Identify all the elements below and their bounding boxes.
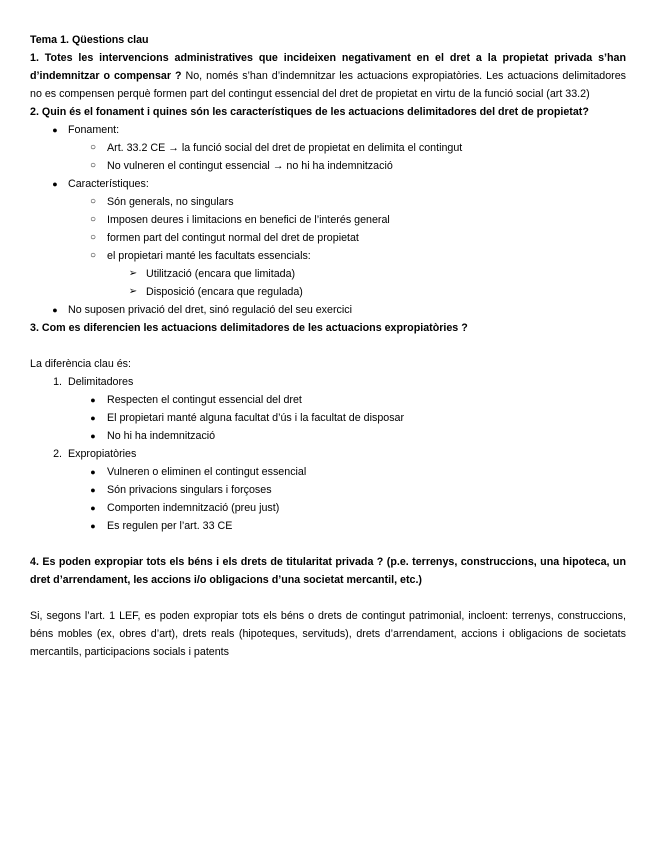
bullet-marker: ● bbox=[90, 485, 96, 495]
bullet-marker: ● bbox=[90, 395, 96, 405]
arrow-marker: ➢ bbox=[128, 286, 138, 297]
list-item: ○ Imposen deures i limitacions en benefici de l’interés general bbox=[30, 211, 626, 229]
list-item: ○ el propietari manté les facultats essencials: bbox=[30, 247, 626, 265]
question-1-heading: 1. Totes les intervencions administratives que incideixen negativament en el dret a la propietat privada s’han d’indemnitzar o compensar ? bbox=[30, 52, 626, 82]
bullet-marker: ● bbox=[52, 179, 58, 189]
question-2-heading: 2. Quin és el fonament i quines són les característiques de les actuacions delimitadores del dret de propietat? bbox=[30, 106, 589, 118]
spacer bbox=[30, 337, 626, 355]
circle-marker: ○ bbox=[89, 160, 97, 171]
list-item: ● Respecten el contingut essencial del dret bbox=[30, 391, 626, 409]
list-item: ● No suposen privació del dret, sinó regulació del seu exercici bbox=[30, 301, 626, 319]
arrow-marker: ➢ bbox=[128, 268, 138, 279]
bullet-marker: ● bbox=[90, 467, 96, 477]
bullet-marker: ● bbox=[90, 503, 96, 513]
circle-marker: ○ bbox=[89, 142, 97, 153]
list-item-fonament: ● Fonament: bbox=[30, 121, 626, 139]
question-3-heading: 3. Com es diferencien les actuacions delimitadores de les actuacions expropiatòries ? bbox=[30, 322, 468, 334]
bullet-marker: ● bbox=[90, 521, 96, 531]
number-marker: 1. bbox=[53, 376, 62, 388]
circle-marker: ○ bbox=[89, 232, 97, 243]
bullet-marker: ● bbox=[90, 413, 96, 423]
number-marker: 2. bbox=[53, 448, 62, 460]
list-item: ● No hi ha indemnització bbox=[30, 427, 626, 445]
question-1-answer: No, només s’han d’indemnitzar les actuacions expropiatòries. Les actuacions delimitadores no es compensen perquè formen part del contingut essencial del dret de propietat en virtu de la funció social (art 33.2) bbox=[30, 70, 626, 100]
spacer bbox=[30, 589, 626, 607]
list-item: ● El propietari manté alguna facultat d’ús i la facultat de disposar bbox=[30, 409, 626, 427]
list-item: ● Vulneren o eliminen el contingut essencial bbox=[30, 463, 626, 481]
list-item: ● Comporten indemnització (preu just) bbox=[30, 499, 626, 517]
list-item-caracteristiques: ● Característiques: bbox=[30, 175, 626, 193]
circle-marker: ○ bbox=[89, 250, 97, 261]
spacer bbox=[30, 535, 626, 553]
bullet-marker: ● bbox=[52, 305, 58, 315]
bullet-marker: ● bbox=[52, 125, 58, 135]
numbered-item-delimitadores: 1. Delimitadores bbox=[30, 373, 626, 391]
question-4-answer: Si, segons l’art. 1 LEF, es poden expropiar tots els béns o drets de contingut patrimonial, incloent: terrenys, construccions, béns mobles (ex, obres d’art), drets reals (hipoteques, servituds), drets d’arrendament, accions i obligacions de societats mercantils, participacions socials i patents bbox=[30, 610, 626, 658]
question-4-heading: 4. Es poden expropiar tots els béns i els drets de titularitat privada ? (p.e. terrenys, construccions, una hipoteca, un dret d’arrendament, les accions i/o obligacions d’una societat mercantil, etc.) bbox=[30, 556, 626, 586]
bullet-marker: ● bbox=[90, 431, 96, 441]
list-item: ○ No vulneren el contingut essencial → no hi ha indemnització bbox=[30, 157, 626, 175]
list-item: ● Són privacions singulars i forçoses bbox=[30, 481, 626, 499]
document-title: Tema 1. Qüestions clau bbox=[30, 34, 149, 46]
list-item: ○ Art. 33.2 CE → la funció social del dret de propietat en delimita el contingut bbox=[30, 139, 626, 157]
circle-marker: ○ bbox=[89, 196, 97, 207]
numbered-item-expropiatories: 2. Expropiatòries bbox=[30, 445, 626, 463]
list-item: ➢ Utilització (encara que limitada) bbox=[30, 265, 626, 283]
document-page bbox=[30, 31, 626, 661]
question-3-intro: La diferència clau és: bbox=[30, 358, 131, 370]
list-item: ○ Són generals, no singulars bbox=[30, 193, 626, 211]
list-item: ➢ Disposició (encara que regulada) bbox=[30, 283, 626, 301]
circle-marker: ○ bbox=[89, 214, 97, 225]
question-1-block bbox=[30, 49, 626, 103]
list-item: ● Es regulen per l’art. 33 CE bbox=[30, 517, 626, 535]
list-item: ○ formen part del contingut normal del dret de propietat bbox=[30, 229, 626, 247]
